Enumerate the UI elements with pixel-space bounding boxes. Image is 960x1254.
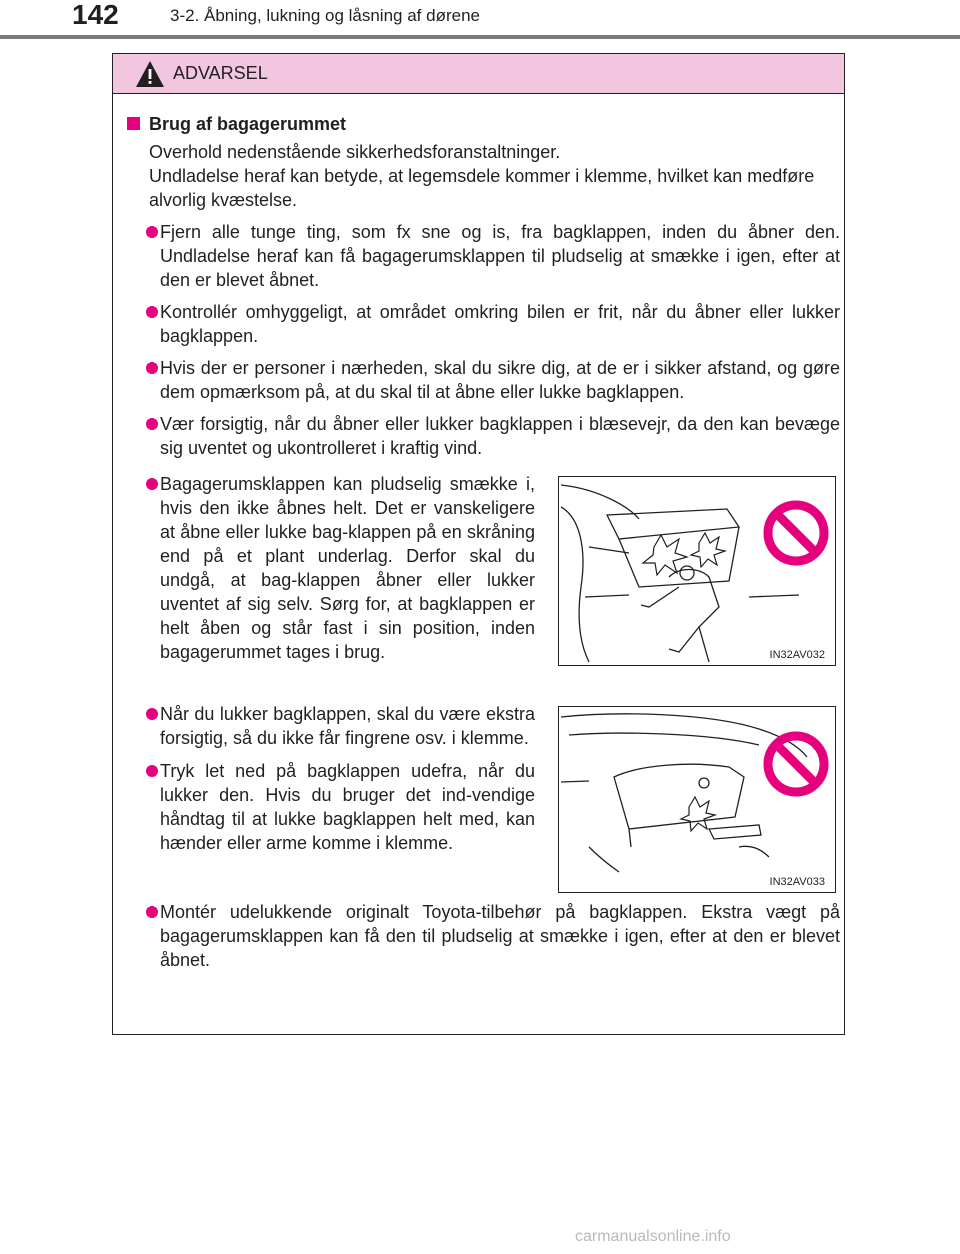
bullet-text: Tryk let ned på bagklappen udefra, når du lukker den. Hvis du bruger det ind-vendige håndtag til at lukke bagklappen helt med, kan hænder eller arme komme i klemme. — [160, 761, 535, 853]
trunk-fingers-illustration — [558, 706, 836, 893]
car-trunk-person-drawing — [559, 477, 837, 667]
bullet-item — [127, 220, 840, 292]
bullet-item — [127, 759, 535, 855]
illustrated-bullets — [127, 472, 535, 864]
warning-header — [113, 54, 844, 94]
bullet-dot-icon — [146, 418, 158, 430]
bullet-dot-icon — [146, 765, 158, 777]
bullet-item — [127, 412, 840, 460]
bullet-dot-icon — [146, 478, 158, 490]
warning-triangle-icon — [135, 60, 165, 88]
bullet-dot-icon — [146, 226, 158, 238]
bullet-item — [127, 900, 840, 972]
bullet-text: Montér udelukkende originalt Toyota-tilbehør på bagklappen. Ekstra vægt på bagagerumsklappen kan få den til pludselig at smække i igen, efter at den er blevet åbnet. — [160, 902, 840, 970]
section-heading-text: Brug af bagagerummet — [149, 114, 347, 134]
warning-content — [127, 112, 840, 972]
page-number: 142 — [72, 0, 119, 30]
warning-box — [112, 53, 845, 1035]
bullet-dot-icon — [146, 906, 158, 918]
bullet-text: Kontrollér omhyggeligt, at området omkring bilen er frit, når du åbner eller lukker bagklappen. — [160, 302, 840, 346]
bullet-text: Vær forsigtig, når du åbner eller lukker bagklappen i blæsevejr, da den kan bevæge sig uventet og ukontrolleret i kraftig vind. — [160, 414, 840, 458]
bullet-item — [127, 702, 535, 750]
bullet-text: Hvis der er personer i nærheden, skal du sikre dig, at de er i sikker afstand, og gøre dem opmærksom på, at du skal til at åbne eller lukke bagklappen. — [160, 358, 840, 402]
header-divider — [0, 35, 960, 39]
bullet-item — [127, 356, 840, 404]
bullet-text: Bagagerumsklappen kan pludselig smække i, hvis den ikke åbnes helt. Det er vanskeligere at åbne eller lukke bag-klappen på en skråning end på et plant underlag. Derfor skal du undgå, at bag-klappen åbner eller lukker uventet af sig selv. Sørg for, at bagklappen er helt åben og står fast i sin position, inden bagagerummet tages i brug. — [160, 474, 535, 662]
bullet-dot-icon — [146, 708, 158, 720]
figure-code: IN32AV032 — [769, 649, 825, 661]
bullet-text: Fjern alle tunge ting, som fx sne og is, fra bagklappen, inden du åbner den. Undladelse heraf kan få bagagerumsklappen til pludselig at smække i igen, efter at den er blevet åbnet. — [160, 222, 840, 290]
bullet-item — [127, 472, 535, 664]
car-trunk-hand-drawing — [559, 707, 837, 894]
square-bullet-icon — [127, 117, 140, 130]
intro-line-1: Overhold nedenstående sikkerhedsforanstaltninger. — [149, 142, 561, 162]
bullet-item — [127, 300, 840, 348]
trunk-slam-illustration — [558, 476, 836, 666]
prohibition-icon — [768, 505, 824, 561]
warning-title: ADVARSEL — [173, 63, 268, 83]
figure-code: IN32AV033 — [769, 876, 825, 888]
intro-text — [149, 140, 840, 212]
prohibition-icon — [768, 736, 824, 792]
chapter-title: 3-2. Åbning, lukning og låsning af dørene — [170, 6, 480, 25]
watermark: carmanualsonline.info — [575, 1228, 731, 1245]
page-header — [0, 0, 960, 40]
section-heading — [127, 112, 840, 136]
bullet-dot-icon — [146, 362, 158, 374]
bullet-text: Når du lukker bagklappen, skal du være ekstra forsigtig, så du ikke får fingrene osv. i klemme. — [160, 704, 535, 748]
illustrated-section — [127, 472, 840, 892]
bullet-dot-icon — [146, 306, 158, 318]
intro-line-2: Undladelse heraf kan betyde, at legemsdele kommer i klemme, hvilket kan medføre alvorlig kvæstelse. — [149, 166, 815, 210]
